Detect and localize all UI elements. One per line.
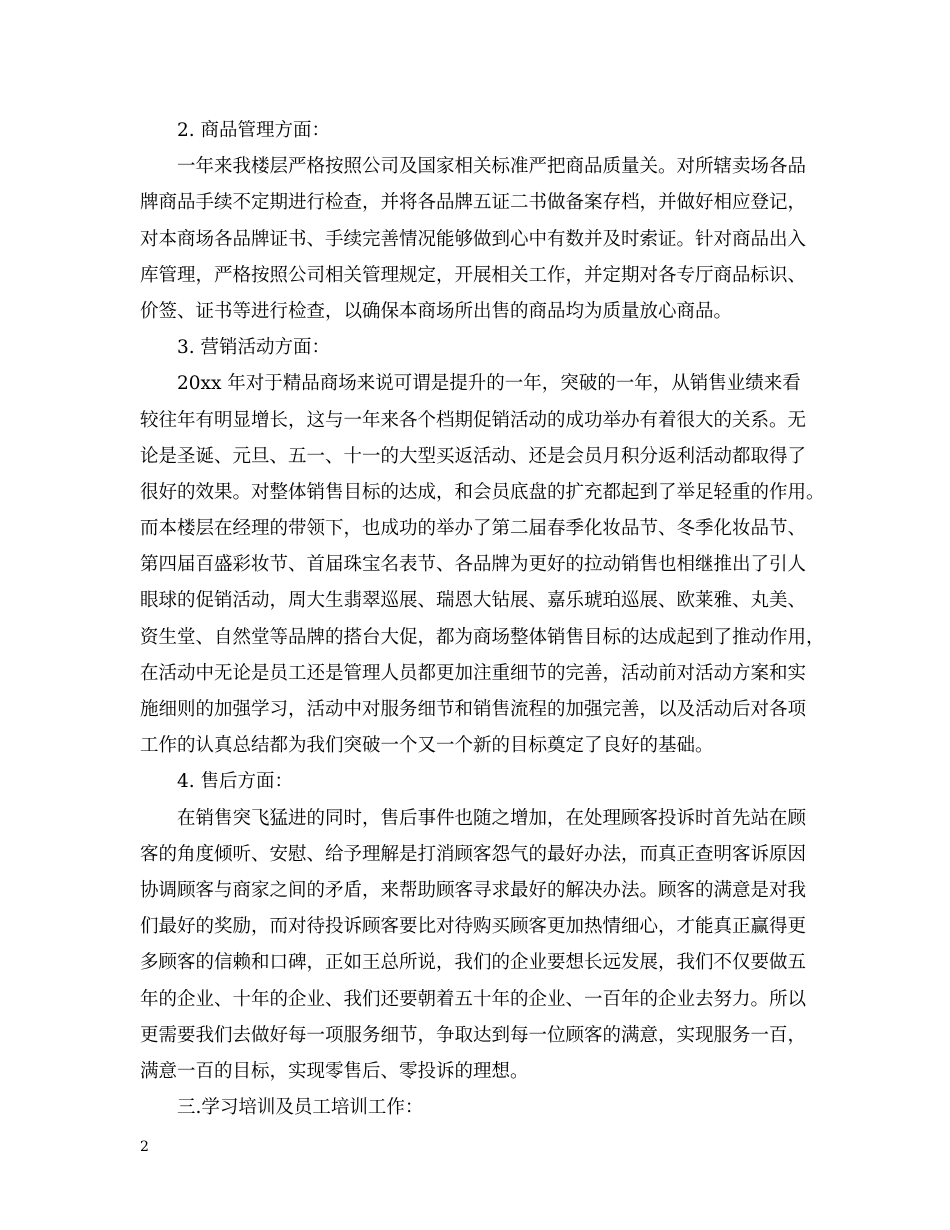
paragraph-line: 20xx 年对于精品商场来说可谓是提升的一年，突破的一年，从销售业绩来看 (177, 373, 801, 395)
paragraph-line: 牌商品手续不定期进行检查，并将各品牌五证二书做备案存档，并做好相应登记， (140, 192, 807, 214)
paragraph-line: 协调顾客与商家之间的矛盾，来帮助顾客寻求最好的解决办法。顾客的满意是对我 (140, 879, 807, 901)
paragraph-line: 较往年有明显增长，这与一年来各个档期促销活动的成功举办有着很大的关系。无 (140, 409, 807, 431)
paragraph-line: 而本楼层在经理的带领下，也成功的举办了第二届春季化妆品节、冬季化妆品节、 (140, 518, 807, 540)
paragraph-line: 库管理，严格按照公司相关管理规定，开展相关工作，并定期对各专厅商品标识、 (140, 264, 807, 286)
paragraph-line: 多顾客的信赖和口碑，正如王总所说，我们的企业要想长远发展，我们不仅要做五 (140, 952, 807, 974)
paragraph-line: 年的企业、十年的企业、我们还要朝着五十年的企业、一百年的企业去努力。所以 (140, 988, 807, 1010)
page-number: 2 (140, 1139, 149, 1155)
paragraph-line: 一年来我楼层严格按照公司及国家相关标准严把商品质量关。对所辖卖场各品 (177, 156, 807, 178)
paragraph-line: 满意一百的目标，实现零售后、零投诉的理想。 (140, 1060, 529, 1082)
section-heading: 3. 营销活动方面： (177, 337, 331, 359)
document-body (140, 113, 825, 1126)
paragraph-line: 客的角度倾听、安慰、给予理解是打消顾客怨气的最好办法，而真正查明客诉原因 (140, 843, 807, 865)
paragraph-line: 工作的认真总结都为我们突破一个又一个新的目标奠定了良好的基础。 (140, 735, 714, 757)
paragraph-line: 对本商场各品牌证书、手续完善情况能够做到心中有数并及时索证。针对商品出入 (140, 228, 807, 250)
paragraph-line: 们最好的奖励，而对待投诉顾客要比对待购买顾客更加热情细心，才能真正赢得更 (140, 916, 807, 938)
paragraph-line: 眼球的促销活动，周大生翡翠巡展、瑞恩大钻展、嘉乐琥珀巡展、欧莱雅、丸美、 (140, 590, 807, 612)
paragraph-line: 更需要我们去做好每一项服务细节，争取达到每一位顾客的满意，实现服务一百， (140, 1024, 807, 1046)
paragraph-line: 在销售突飞猛进的同时，售后事件也随之增加，在处理顾客投诉时首先站在顾 (177, 807, 807, 829)
section-heading: 2. 商品管理方面： (177, 120, 331, 141)
paragraph-line: 很好的效果。对整体销售目标的达成，和会员底盘的扩充都起到了举足轻重的作用。 (140, 481, 825, 503)
section-heading: 三.学习培训及员工培训工作： (177, 1097, 424, 1119)
paragraph-line: 论是圣诞、元旦、五一、十一的大型买返活动、还是会员月积分返利活动都取得了 (140, 445, 807, 467)
paragraph-line: 第四届百盛彩妆节、首届珠宝名表节、各品牌为更好的拉动销售也相继推出了引人 (140, 554, 807, 576)
paragraph-line: 施细则的加强学习，活动中对服务细节和销售流程的加强完善，以及活动后对各项 (140, 699, 807, 720)
paragraph-line: 资生堂、自然堂等品牌的搭台大促，都为商场整体销售目标的达成起到了推动作用， (140, 626, 825, 648)
paragraph-line: 价签、证书等进行检查，以确保本商场所出售的商品均为质量放心商品。 (140, 300, 733, 322)
section-heading: 4. 售后方面： (177, 771, 294, 793)
paragraph-line: 在活动中无论是员工还是管理人员都更加注重细节的完善，活动前对活动方案和实 (140, 662, 807, 684)
